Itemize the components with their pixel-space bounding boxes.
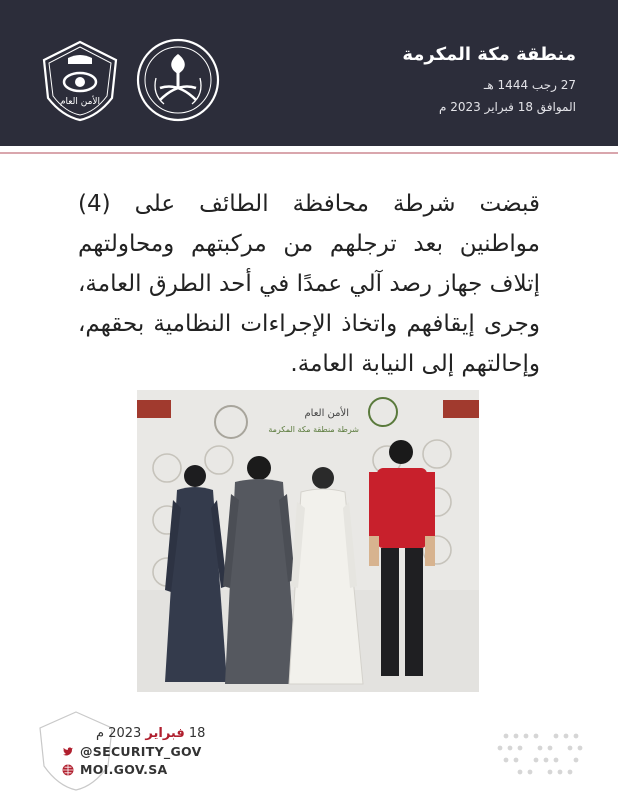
- hijri-date: 27 رجب 1444 هـ: [483, 78, 576, 92]
- gregorian-date: الموافق 18 فبراير 2023 م: [438, 100, 576, 114]
- saudi-emblem-logo: [136, 38, 220, 122]
- region-title: منطقة مكة المكرمة: [402, 44, 576, 65]
- sign-line1: الأمن العام: [304, 408, 349, 419]
- footer-website[interactable]: [62, 762, 168, 777]
- footer-twitter[interactable]: [62, 744, 202, 759]
- header-banner: [0, 0, 618, 146]
- website-url: MOI.GOV.SA: [80, 762, 168, 777]
- twitter-handle: @SECURITY_GOV: [80, 744, 202, 759]
- wall-red-bar-right: [443, 400, 479, 418]
- photo-illustration: [137, 390, 479, 692]
- footer-date: 18 فبراير 2023 م: [96, 726, 206, 741]
- twitter-icon: [62, 746, 74, 758]
- wall-red-bar-left: [137, 400, 171, 418]
- logo-text: الأمن العام: [59, 97, 101, 107]
- decorative-dot-pattern: [496, 728, 588, 776]
- public-security-logo: [38, 38, 122, 122]
- header-divider: [0, 152, 618, 154]
- sign-line2: شرطة منطقة مكة المكرمة: [268, 425, 359, 434]
- globe-icon: [62, 764, 74, 776]
- suspects-photo: [137, 390, 479, 692]
- news-text: قبضت شرطة محافظة الطائف على (4) مواطنين بعد ترجلهم من مركبتهم ومحاولتهم إتلاف جهاز رصد آلي عمدًا في أحد الطرق العامة، وجرى إيقافهم واتخاذ الإجراءات النظامية بحقهم، وإحالتهم إلى النيابة العامة.: [78, 191, 540, 377]
